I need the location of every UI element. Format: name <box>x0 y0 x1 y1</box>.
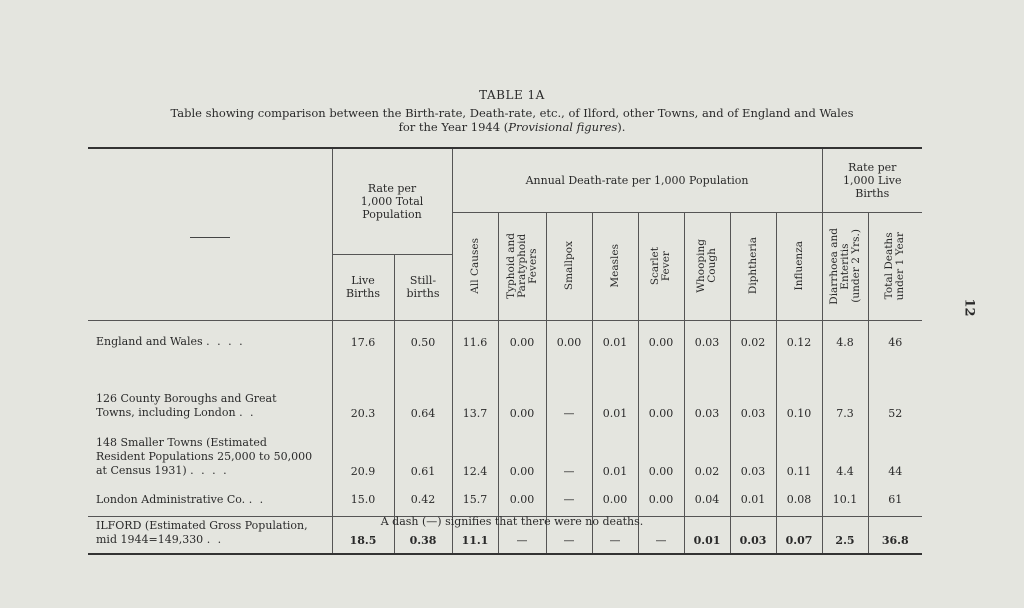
table-cell: 0.01 <box>592 320 638 364</box>
table-cell: — <box>498 516 546 554</box>
table-cell: 0.00 <box>498 484 546 516</box>
col-whooping-text: Whooping Cough <box>695 239 718 293</box>
header-live-births-text: Rate per 1,000 Live Births <box>842 160 902 200</box>
table-cell: 15.0 <box>332 484 394 516</box>
table-cell: 0.03 <box>730 364 776 426</box>
footnote: A dash (—) signifies that there were no deaths. <box>380 515 644 528</box>
table-cell: 0.11 <box>776 426 822 484</box>
table-cell: 0.03 <box>730 516 776 554</box>
row-leader-dots: . . <box>239 406 256 419</box>
table-cell: 52 <box>868 364 922 426</box>
row-leader-dots: . . <box>206 533 224 546</box>
col-typhoid <box>498 212 546 320</box>
row-leader-dots: . . . . <box>190 464 229 477</box>
table-cell: 0.01 <box>730 484 776 516</box>
table-cell: 12.4 <box>452 426 498 484</box>
table-cell: 11.1 <box>452 516 498 554</box>
table-cell: 0.03 <box>684 320 730 364</box>
table-cell: 0.61 <box>394 426 452 484</box>
col-whooping-cough <box>684 212 730 320</box>
table-cell: 36.8 <box>868 516 922 554</box>
col-live-births-text: Live Births <box>345 274 380 300</box>
header-live-births-rate <box>822 148 922 212</box>
table-cell: 0.42 <box>394 484 452 516</box>
table-cell: 0.00 <box>592 484 638 516</box>
header-death-rate: Annual Death-rate per 1,000 Population <box>452 148 822 212</box>
table-cell: 7.3 <box>822 364 868 426</box>
table-cell: 0.02 <box>730 320 776 364</box>
table-row <box>88 364 922 426</box>
stub-header <box>88 148 332 320</box>
table-cell: 20.3 <box>332 364 394 426</box>
table-cell: 4.8 <box>822 320 868 364</box>
page-number: 12 <box>961 298 977 317</box>
table-row <box>88 484 922 516</box>
col-diphtheria-text: Diphtheria <box>746 237 759 295</box>
table-cell: — <box>546 364 592 426</box>
table-cell: — <box>592 516 638 554</box>
col-live-births <box>332 254 394 320</box>
table-cell: 0.00 <box>638 320 684 364</box>
table-cell: 13.7 <box>452 364 498 426</box>
table-cell: 17.6 <box>332 320 394 364</box>
col-influenza-text: Influenza <box>792 241 805 291</box>
table-cell: — <box>546 516 592 554</box>
row-label <box>88 484 332 516</box>
table-cell: 0.00 <box>546 320 592 364</box>
row-leader-dots: . . . . <box>206 335 245 349</box>
col-total-deaths <box>868 212 922 320</box>
col-still-births-text: Still- births <box>406 274 440 300</box>
subtitle-line-1: Table showing comparison between the Birth-rate, Death-rate, etc., of Ilford, other Towns, and of England and Wales <box>170 106 854 120</box>
table-cell: 18.5 <box>332 516 394 554</box>
table-cell: 61 <box>868 484 922 516</box>
table-cell: — <box>546 484 592 516</box>
col-smallpox-text: Smallpox <box>562 241 575 291</box>
table-cell: 0.50 <box>394 320 452 364</box>
table-cell: 15.7 <box>452 484 498 516</box>
table-cell: 10.1 <box>822 484 868 516</box>
row-label-text: London Administrative Co. <box>96 492 246 506</box>
table-cell: 0.00 <box>638 364 684 426</box>
row-label-text: 126 County Boroughs and Great Towns, including London <box>96 392 277 419</box>
col-all-causes-text: All Causes <box>468 238 481 294</box>
table-subtitle <box>60 106 964 134</box>
table-cell: 0.00 <box>638 426 684 484</box>
col-diarrhoea <box>822 212 868 320</box>
subtitle-line-2-italic: Provisional figures <box>508 120 618 134</box>
row-label <box>88 364 332 426</box>
table-cell: 0.02 <box>684 426 730 484</box>
header-rate-population-text: Rate per 1,000 Total Population <box>360 181 424 221</box>
header-rate-population <box>332 148 452 254</box>
col-total-deaths-text: Total Deaths under 1 Year <box>883 231 907 301</box>
table-cell: — <box>638 516 684 554</box>
table-cell: 4.4 <box>822 426 868 484</box>
table-title: TABLE 1A <box>479 88 545 102</box>
table-row <box>88 320 922 364</box>
row-label-text: England and Wales <box>96 335 203 349</box>
col-all-causes <box>452 212 498 320</box>
table-cell: 0.00 <box>638 484 684 516</box>
table-cell: 0.01 <box>592 426 638 484</box>
table-cell: 0.00 <box>498 426 546 484</box>
table-cell: 0.12 <box>776 320 822 364</box>
col-influenza <box>776 212 822 320</box>
table-cell: 0.04 <box>684 484 730 516</box>
table-cell: 0.00 <box>498 364 546 426</box>
col-diarrhoea-text: Diarrhoea and Enteritis (under 2 Yrs.) <box>827 227 862 305</box>
col-scarlet-text: Scarlet Fever <box>649 246 672 286</box>
col-measles <box>592 212 638 320</box>
table-cell: 44 <box>868 426 922 484</box>
row-label <box>88 320 332 364</box>
table-cell: 2.5 <box>822 516 868 554</box>
table-cell: 0.10 <box>776 364 822 426</box>
table-cell: 20.9 <box>332 426 394 484</box>
col-scarlet-fever <box>638 212 684 320</box>
row-label-text: 148 Smaller Towns (Estimated Resident Populations 25,000 to 50,000 at Census 1931) <box>96 436 313 477</box>
table-cell: 0.03 <box>684 364 730 426</box>
table-cell: 46 <box>868 320 922 364</box>
col-measles-text: Measles <box>608 244 621 288</box>
table-cell: 11.6 <box>452 320 498 364</box>
table-cell: 0.07 <box>776 516 822 554</box>
row-label <box>88 426 332 484</box>
table-cell: 0.64 <box>394 364 452 426</box>
subtitle-line-2-prefix: for the Year 1944 ( <box>398 120 509 134</box>
col-smallpox <box>546 212 592 320</box>
table-cell: 0.01 <box>684 516 730 554</box>
subtitle-line-2-suffix: ). <box>617 120 626 134</box>
comparison-table <box>88 147 922 555</box>
table-row <box>88 426 922 484</box>
stub-rule <box>190 237 230 238</box>
row-leader-dots: . . <box>248 492 266 506</box>
row-label-text: ILFORD (Estimated Gross Population, mid 1944=149,330 <box>96 519 308 546</box>
table-cell: — <box>546 426 592 484</box>
table-cell: 0.38 <box>394 516 452 554</box>
table-cell: 0.01 <box>592 364 638 426</box>
table-cell: 0.03 <box>730 426 776 484</box>
col-diphtheria <box>730 212 776 320</box>
table-cell: 0.08 <box>776 484 822 516</box>
table-cell: 0.00 <box>498 320 546 364</box>
col-still-births <box>394 254 452 320</box>
col-typhoid-text: Typhoid and Paratyphoid Fevers <box>504 233 539 299</box>
